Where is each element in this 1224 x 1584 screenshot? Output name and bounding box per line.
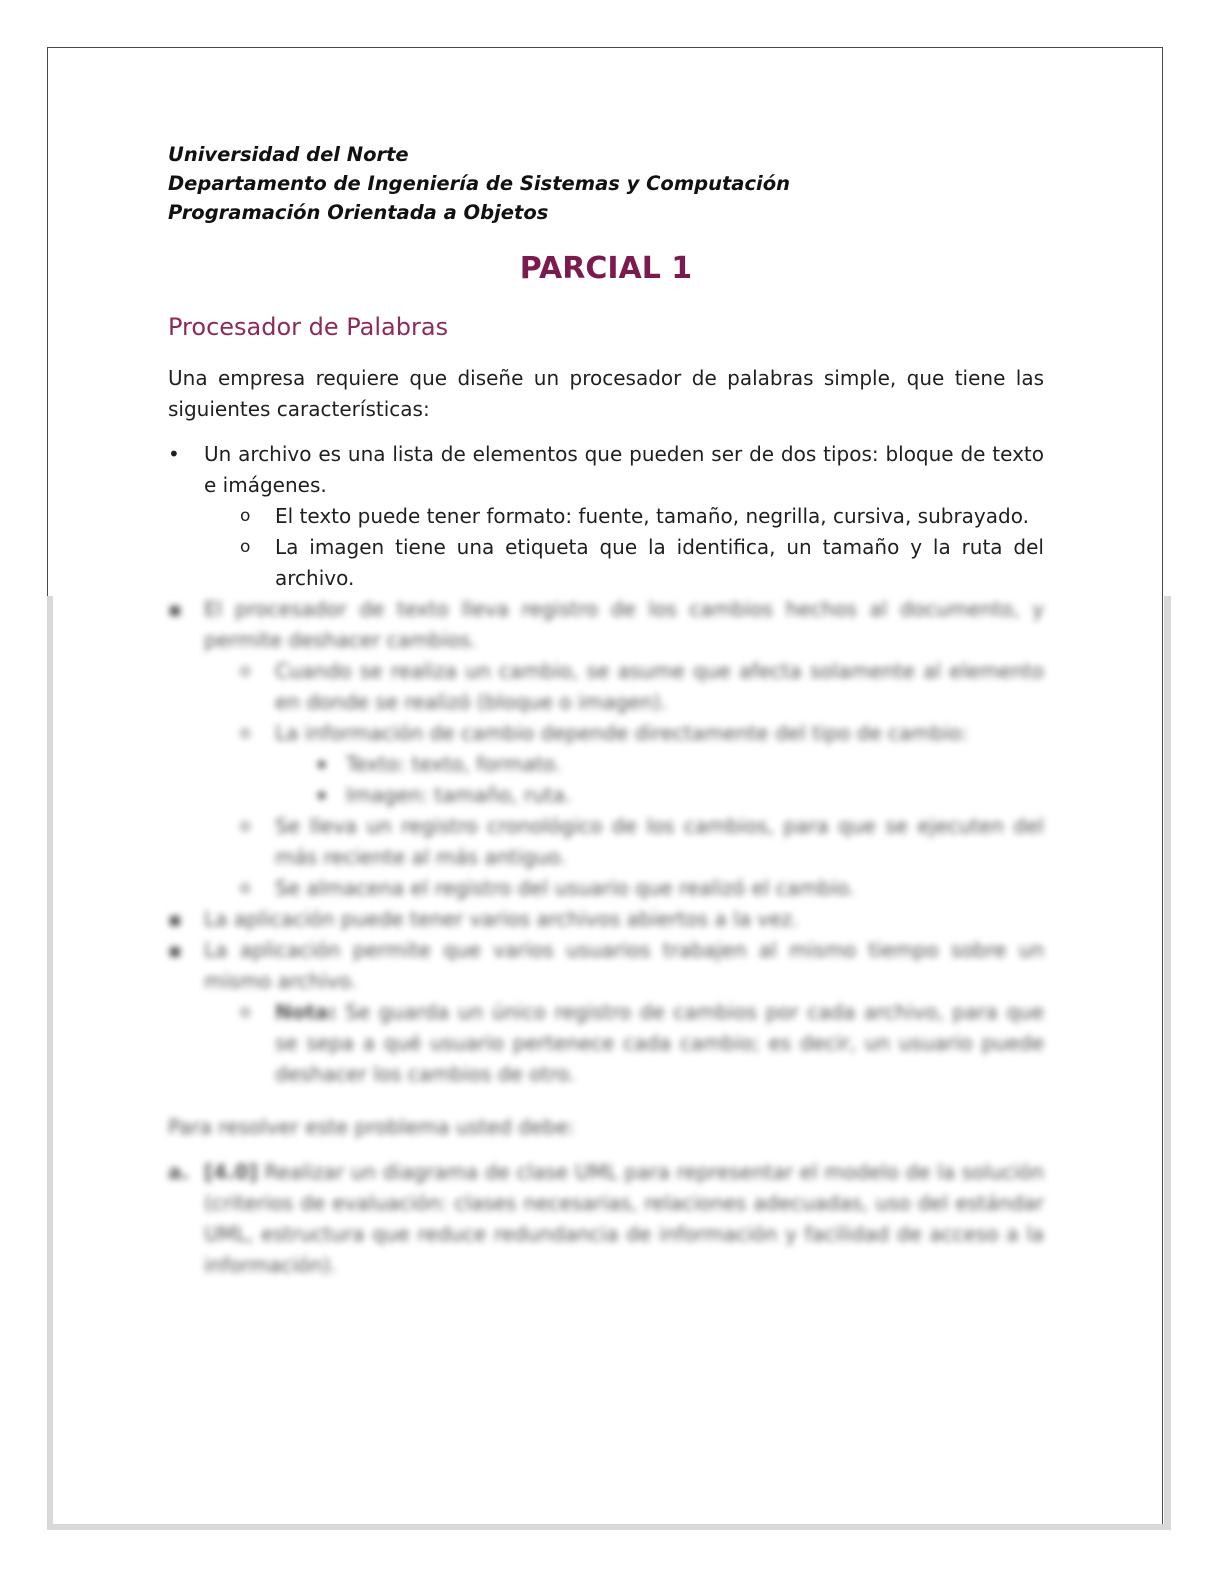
sub-item-text: La imagen tiene una etiqueta que la identifica, un tamaño y la ruta del archivo. — [275, 535, 1044, 590]
feature-list — [168, 439, 1044, 594]
exam-title: PARCIAL 1 — [519, 251, 693, 286]
sub-item-text: La información de cambio depende directamente del tipo de cambio: — [275, 721, 968, 745]
blurred-content — [168, 594, 1044, 1281]
sub-item-text-format — [204, 501, 1044, 532]
square-bullet-icon: ▪ — [317, 756, 327, 772]
task-letter: a. — [168, 1160, 190, 1184]
section-title: Procesador de Palabras — [168, 313, 449, 341]
sub-sub-item-label: Texto: texto, formato. — [346, 752, 562, 776]
square-bullet-icon: ▪ — [317, 787, 327, 803]
circle-bullet-icon: o — [240, 723, 251, 743]
sub-item-chronology — [204, 811, 1044, 873]
bullet-icon: ▪ — [168, 907, 182, 931]
feature-text: La aplicación permite que varios usuarios trabajen al mismo tiempo sobre un mismo archivo. — [204, 938, 1044, 993]
circle-bullet-icon: o — [240, 661, 251, 681]
sub-list — [204, 501, 1044, 594]
sub-item-image — [204, 532, 1044, 594]
task-item-a — [168, 1157, 1044, 1281]
bullet-icon: • — [168, 442, 180, 466]
sub-item-text: Se lleva un registro cronológico de los cambios, para que se ejecuten del más reciente al más antiguo. — [275, 814, 1044, 869]
document-body — [168, 140, 1044, 1281]
bullet-icon: ▪ — [168, 597, 182, 621]
circle-bullet-icon: o — [240, 878, 251, 898]
sub-item-text: Se almacena el registro del usuario que realizó el cambio. — [275, 876, 856, 900]
feature-text: El procesador de texto lleva registro de los cambios hechos al documento, y permite deshacer cambios. — [204, 597, 1044, 652]
circle-bullet-icon: o — [240, 816, 251, 836]
tasks-intro: Para resolver este problema usted debe: — [168, 1115, 575, 1139]
sub-item-note — [204, 997, 1044, 1090]
sub-item-change-info — [204, 718, 1044, 811]
task-text: Realizar un diagrama de clase UML para representar el modelo de la solución (criterios de evaluación: clases necesarias, relaciones adecuadas, uso del estándar UML, estructura que reduce redundancia de información y facilidad de acceso a la información). — [204, 1160, 1044, 1277]
sub-item-text: Cuando se realiza un cambio, se asume que afecta solamente al elemento en donde se realizó (bloque o imagen). — [275, 659, 1044, 714]
note-text: Se guarda un único registro de cambios por cada archivo, para que se sepa a qué usuario pertenece cada cambio; es decir, un usuario puede deshacer los cambios de otro. — [275, 1000, 1044, 1086]
sub-sub-item-text — [275, 749, 1044, 780]
sub-item-user-record — [204, 873, 1044, 904]
sub-sub-item-label: Imagen: tamaño, ruta. — [346, 783, 572, 807]
sub-list — [204, 997, 1044, 1090]
task-list — [168, 1157, 1044, 1281]
intro-paragraph: Una empresa requiere que diseñe un procesador de palabras simple, que tiene las siguientes características: — [168, 366, 1044, 421]
note-label: Nota: — [275, 1000, 337, 1024]
sub-item-text: El texto puede tener formato: fuente, tamaño, negrilla, cursiva, subrayado. — [275, 504, 1029, 528]
course-name: Programación Orientada a Objetos — [168, 201, 549, 224]
feature-text: Un archivo es una lista de elementos que pueden ser de dos tipos: bloque de texto e imágenes. — [204, 442, 1044, 497]
sub-sub-list — [275, 749, 1044, 811]
feature-item-file-elements — [168, 439, 1044, 594]
sub-sub-item-image — [275, 780, 1044, 811]
feature-item-multi-user — [168, 935, 1044, 1090]
feature-item-change-log — [168, 594, 1044, 904]
task-weight: [4.0] — [204, 1160, 258, 1184]
feature-item-multiple-files — [168, 904, 1044, 935]
bullet-icon: ▪ — [168, 938, 182, 962]
feature-list-continued — [168, 594, 1044, 1090]
feature-text: La aplicación puede tener varios archivos abiertos a la vez. — [204, 907, 799, 931]
circle-bullet-icon: o — [240, 1002, 251, 1022]
circle-bullet-icon: o — [240, 537, 251, 557]
sub-list — [204, 656, 1044, 904]
circle-bullet-icon: o — [240, 506, 251, 526]
university-name: Universidad del Norte — [168, 143, 409, 166]
sub-item-change-scope — [204, 656, 1044, 718]
department-name: Departamento de Ingeniería de Sistemas y Computación — [168, 172, 790, 195]
